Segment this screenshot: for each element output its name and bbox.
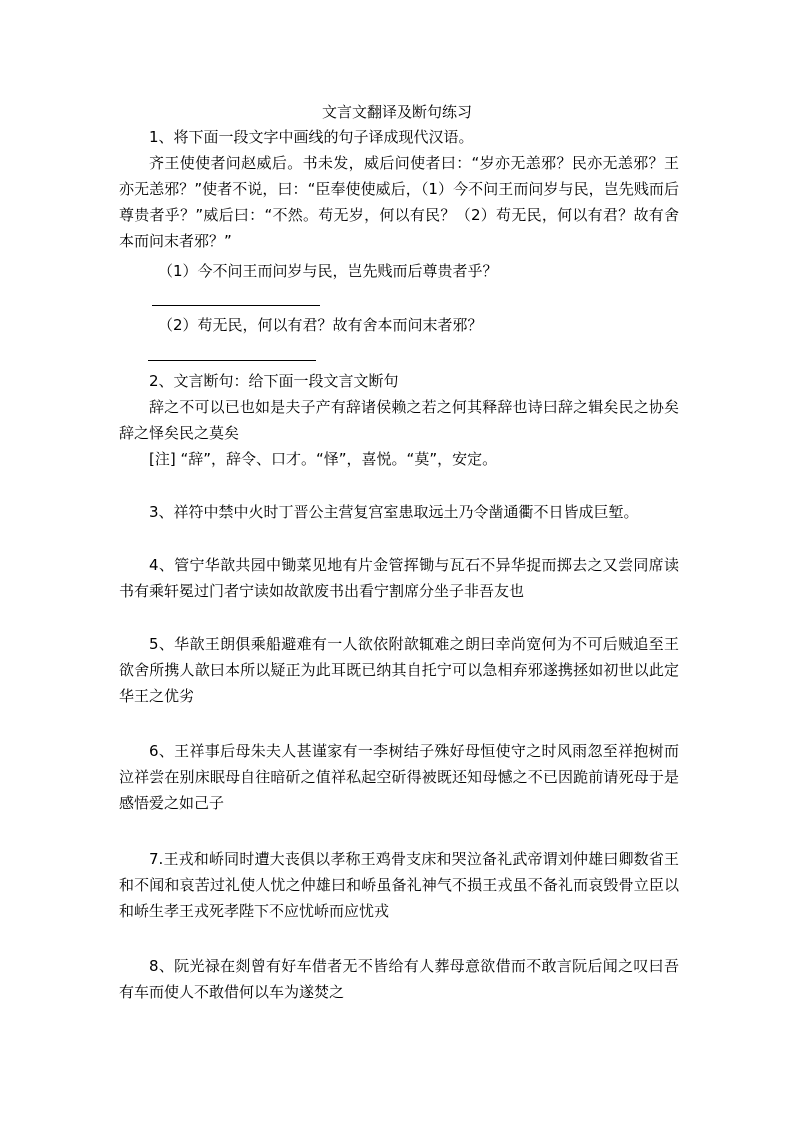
page-title: 文言文翻译及断句练习: [321, 103, 472, 121]
q4-text: 4、管宁华歆共园中锄菜见地有片金管挥锄与瓦石不异华捉而掷去之又尝同席读书有乘轩冕过门者宁读如故歆废书出看宁割席分坐子非吾友也: [119, 556, 679, 600]
q1-answer-line-2[interactable]: [148, 360, 316, 361]
q1-sub2: （2）苟无民，何以有君？故有舍本而问末者邪？: [158, 316, 483, 334]
q1-instruction: 1、将下面一段文字中画线的句子译成现代汉语。: [149, 128, 474, 146]
q2-passage: 辞之不可以已也如是夫子产有辞诸侯赖之若之何其释辞也诗曰辞之辑矣民之协矣辞之怿矣民之莫矣: [119, 398, 679, 442]
q1-passage: 齐王使使者问赵威后。书未发，威后问使者曰：“岁亦无恙邪？民亦无恙邪？王亦无恙邪？”使者不说，曰：“臣奉使使威后，（1）今不问王而问岁与民，岂先贱而后尊贵者乎？”威后曰：“不然。苟无岁，何以有民？（2）苟无民，何以有君？故有舍本而问末者邪？”: [119, 154, 679, 250]
q1-answer-line-1[interactable]: [152, 305, 320, 306]
q6-text: 6、王祥事后母朱夫人甚谨家有一李树结子殊好母恒使守之时风雨忽至祥抱树而泣祥尝在别床眠母自往暗斫之值祥私起空斫得被既还知母憾之不已因跪前请死母于是感悟爱之如己子: [119, 742, 679, 812]
q2-note: [注] “辞”，辞令、口才。“怿”，喜悦。“莫”，安定。: [149, 450, 498, 468]
q7-text: 7.王戎和峤同时遭大丧俱以孝称王鸡骨支床和哭泣备礼武帝谓刘仲雄曰卿数省王和不闻和哀苦过礼使人忧之仲雄曰和峤虽备礼神气不损王戎虽不备礼而哀毁骨立臣以和峤生孝王戎死孝陛下不应忧峤而应忧戎: [119, 850, 679, 920]
q3-text: 3、祥符中禁中火时丁晋公主营复宫室患取远土乃令凿通衢不日皆成巨堑。: [149, 503, 639, 521]
q5-text: 5、华歆王朗俱乘船避难有一人欲依附歆辄难之朗曰幸尚宽何为不可后贼追至王欲舍所携人歆曰本所以疑正为此耳既已纳其自托宁可以急相弃邪遂携拯如初世以此定华王之优劣: [119, 635, 679, 705]
q1-sub1: （1）今不问王而问岁与民，岂先贱而后尊贵者乎？: [158, 262, 498, 280]
q8-text: 8、阮光禄在剡曾有好车借者无不皆给有人葬母意欲借而不敢言阮后闻之叹曰吾有车而使人不敢借何以车为遂焚之: [119, 957, 679, 1001]
q2-instruction: 2、文言断句：给下面一段文言文断句: [149, 372, 399, 390]
